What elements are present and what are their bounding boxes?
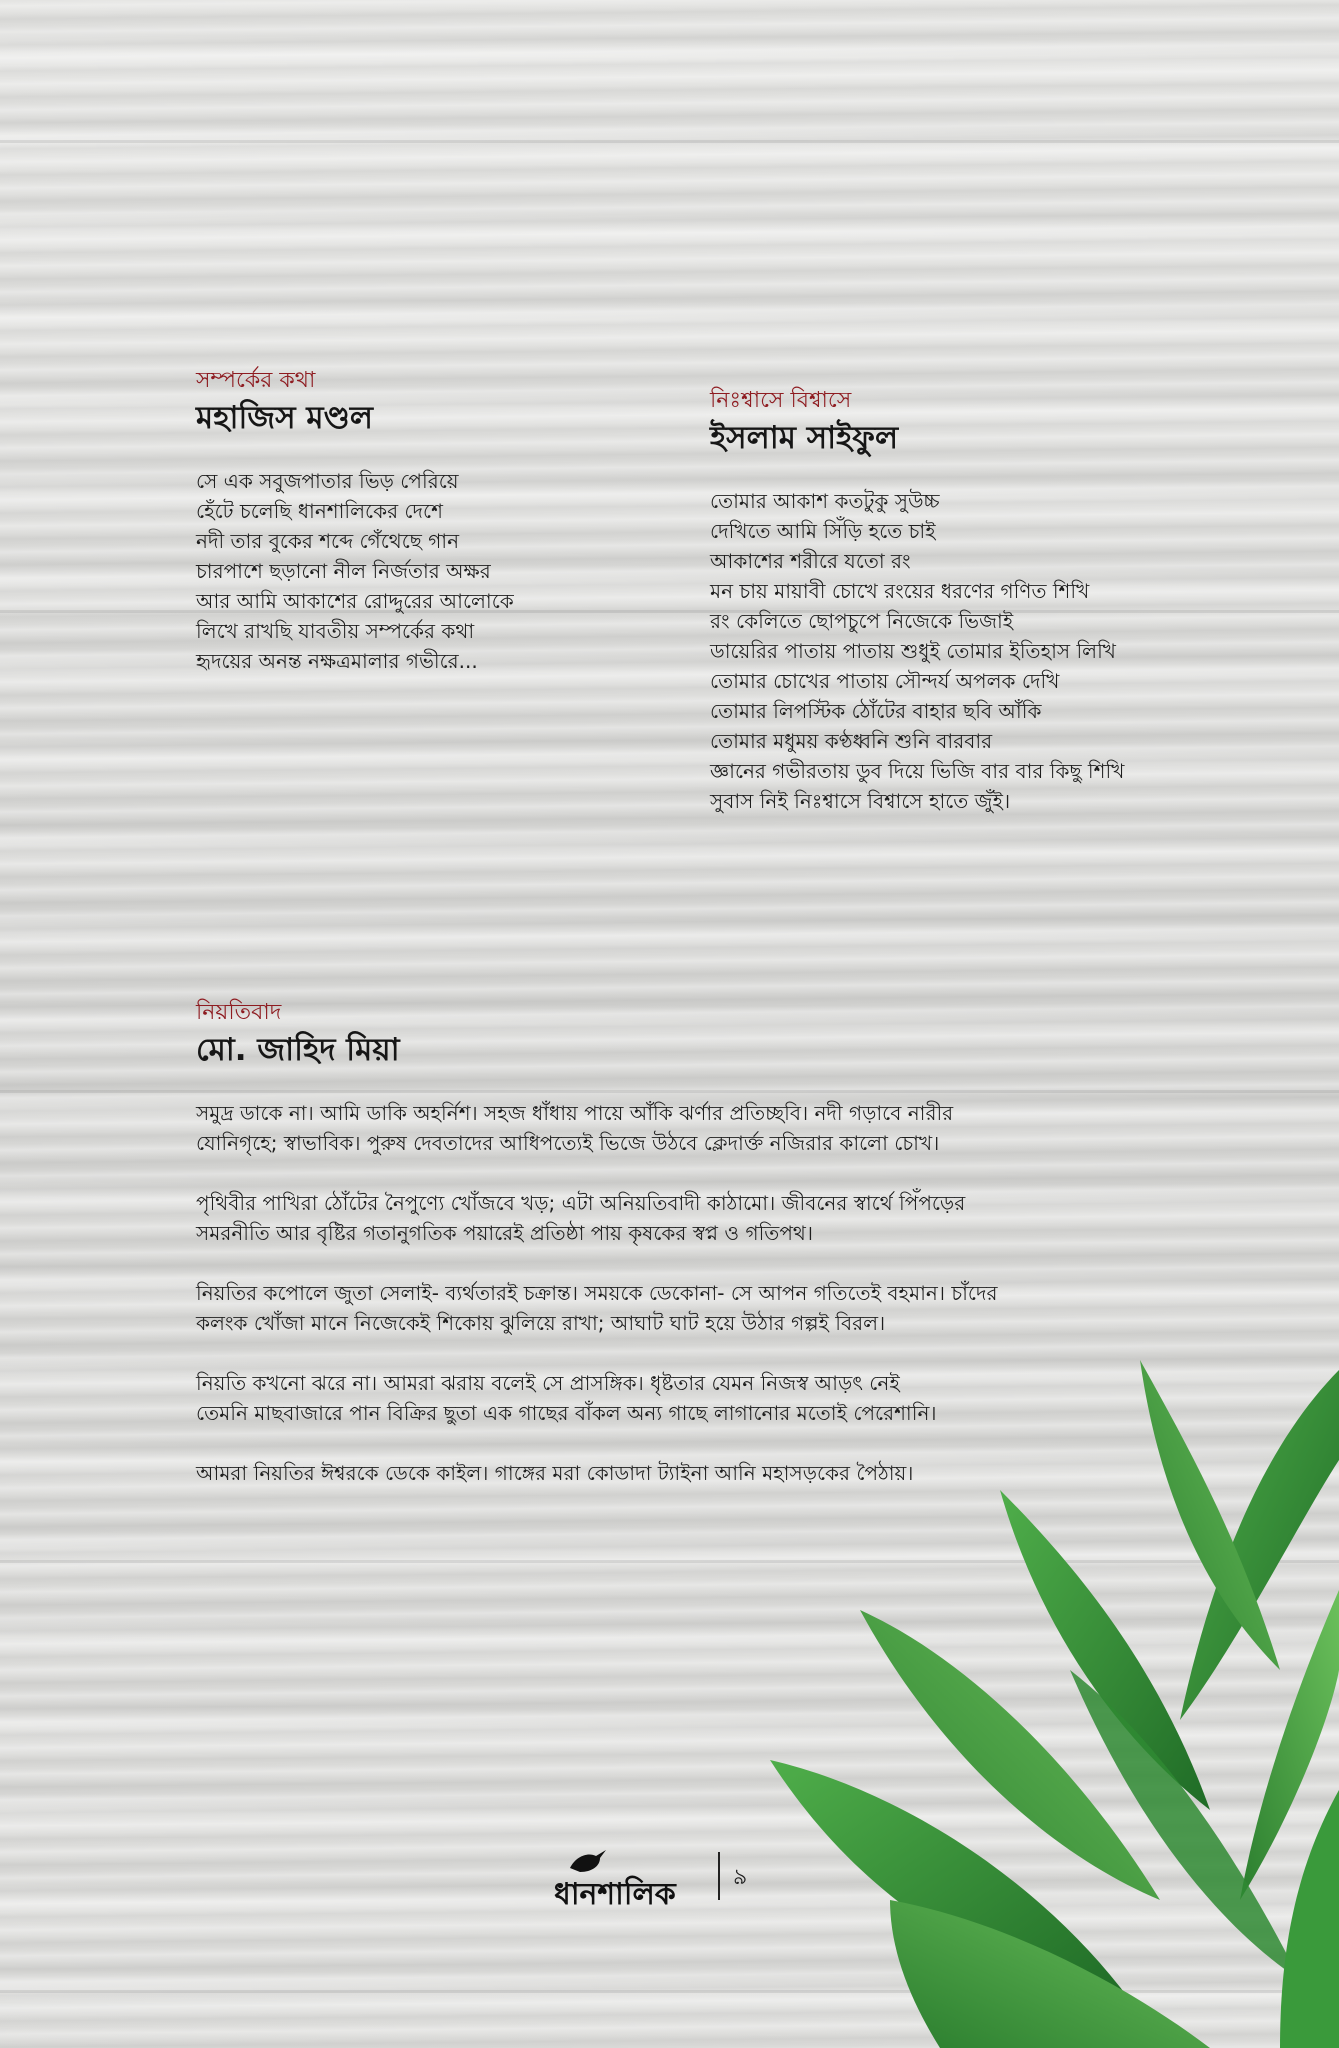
poem-line: আমরা নিয়তির ঈশ্বরকে ডেকে কাইল। গাঙ্গের মরা কোডাদা ট্যাইনা আনি মহাসড়কের পৈঠায়। bbox=[196, 1461, 914, 1485]
poem-lines bbox=[196, 466, 514, 676]
poem-line: নিয়তির কপোলে জুতা সেলাই- ব্যর্থতারই চক্রান্ত। সময়কে ডেকোনা- সে আপন গতিতেই বহমান। চাঁদের bbox=[196, 1281, 998, 1305]
poem-line: তোমার লিপস্টিক ঠোঁটের বাহার ছবি আঁকি bbox=[710, 699, 1042, 723]
footer-logo bbox=[548, 1846, 758, 1916]
poem-line: আর আমি আকাশের রোদ্দুরের আলোকে bbox=[196, 589, 514, 613]
poem-author: মো. জাহিদ মিয়া bbox=[196, 1032, 400, 1068]
poem-line: চারপাশে ছড়ানো নীল নির্জতার অক্ষর bbox=[196, 559, 491, 583]
poem-title: নিঃশ্বাসে বিশ্বাসে bbox=[710, 388, 852, 413]
green-leaves-image bbox=[740, 1340, 1339, 2048]
poem-lines bbox=[710, 486, 1124, 816]
poem-line: সমুদ্র ডাকে না। আমি ডাকি অহর্নিশ। সহজ ধাঁধায় পায়ে আঁকি ঝর্ণার প্রতিচ্ছবি। নদী গড়াবে নারীর bbox=[196, 1101, 954, 1125]
poem-paragraph bbox=[196, 1188, 997, 1248]
poem-line: কলংক খোঁজা মানে নিজেকেই শিকোয় ঝুলিয়ে রাখা; আঘাট ঘাট হয়ে উঠার গল্পই বিরল। bbox=[196, 1311, 886, 1335]
poem-line: হেঁটে চলেছি ধানশালিকের দেশে bbox=[196, 499, 443, 523]
poem-line: নদী তার বুকের শব্দে গেঁথেছে গান bbox=[196, 529, 460, 553]
poem-line: লিখে রাখছি যাবতীয় সম্পর্কের কথা bbox=[196, 619, 475, 643]
poem-line: নিয়তি কখনো ঝরে না। আমরা ঝরায় বলেই সে প্রাসঙ্গিক। ধৃষ্টতার যেমন নিজস্ব আড়ৎ নেই bbox=[196, 1371, 900, 1395]
poem-line: ডায়েরির পাতায় পাতায় শুধুই তোমার ইতিহাস লিখি bbox=[710, 639, 1116, 663]
poem-line: তোমার চোখের পাতায় সৌন্দর্য অপলক দেখি bbox=[710, 669, 1060, 693]
poem-title: সম্পর্কের কথা bbox=[196, 368, 316, 393]
poem-title: নিয়তিবাদ bbox=[196, 1000, 282, 1025]
poem-line: তোমার আকাশ কতটুকু সুউচ্চ bbox=[710, 489, 940, 513]
poem-paragraph bbox=[196, 1278, 997, 1338]
poem-sampark bbox=[196, 366, 514, 676]
poem-line: সুবাস নিই নিঃশ্বাসে বিশ্বাসে হাতে জুঁই। bbox=[710, 789, 1011, 813]
poem-author: মহাজিস মণ্ডল bbox=[196, 400, 373, 436]
poem-line: হৃদয়ের অনন্ত নক্ষত্রমালার গভীরে... bbox=[196, 649, 478, 673]
poem-line: রং কেলিতে ছোপচুপে নিজেকে ভিজাই bbox=[710, 609, 1014, 633]
poem-line: সে এক সবুজপাতার ভিড় পেরিয়ে bbox=[196, 469, 459, 493]
poem-line: পৃথিবীর পাখিরা ঠোঁটের নৈপুণ্যে খোঁজবে খড়; এটা অনিয়তিবাদী কাঠামো। জীবনের স্বার্থে পিঁপড়ের bbox=[196, 1191, 966, 1215]
logo-divider bbox=[718, 1852, 720, 1900]
poem-line: মন চায় মায়াবী চোখে রংয়ের ধরণের গণিত শিখি bbox=[710, 579, 1090, 603]
poem-line: আকাশের শরীরে যতো রং bbox=[710, 549, 911, 573]
wood-grain-line bbox=[0, 140, 1339, 143]
logo-text: ধানশালিক bbox=[554, 1877, 676, 1912]
poem-line: তোমার মধুময় কণ্ঠধ্বনি শুনি বারবার bbox=[710, 729, 993, 753]
poem-line: তেমনি মাছবাজারে পান বিক্রির ছুতা এক গাছের বাঁকল অন্য গাছে লাগানোর মতোই পেরেশানি। bbox=[196, 1401, 937, 1425]
poem-line: দেখিতে আমি সিঁড়ি হতে চাই bbox=[710, 519, 936, 543]
poem-nishwase bbox=[710, 386, 1124, 816]
poem-author: ইসলাম সাইফুল bbox=[710, 420, 899, 456]
poem-line: জ্ঞানের গভীরতায় ডুব দিয়ে ভিজি বার বার কিছু শিখি bbox=[710, 759, 1125, 783]
poem-line: যোনিগৃহে; স্বাভাবিক। পুরুষ দেবতাদের আধিপত্যেই ভিজে উঠবে ক্লেদার্ক্ত নজিরার কালো চোখ। bbox=[196, 1131, 940, 1155]
poem-line: সমরনীতি আর বৃষ্টির গতানুগতিক পয়ারেই প্রতিষ্ঠা পায় কৃষকের স্বপ্ন ও গতিপথ। bbox=[196, 1221, 813, 1245]
poem-paragraph bbox=[196, 1098, 997, 1158]
page-number: ৯ bbox=[733, 1865, 748, 1890]
